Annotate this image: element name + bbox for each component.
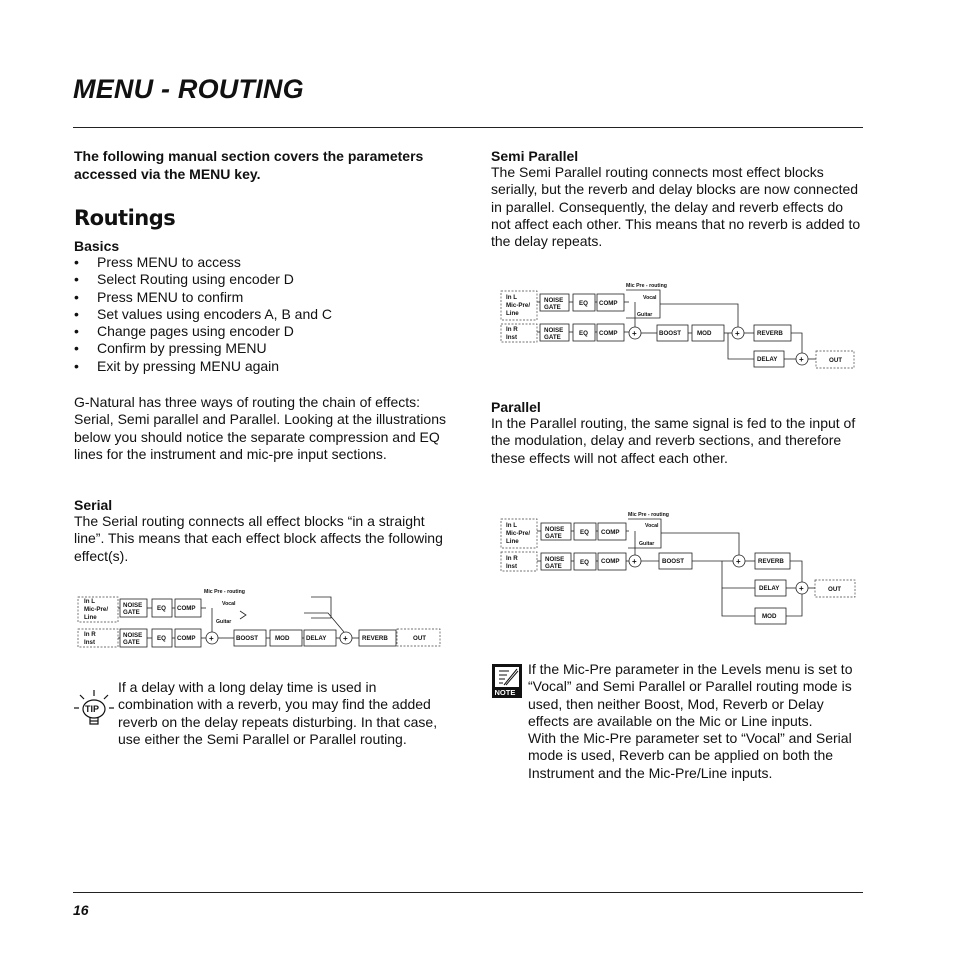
- note-text-1: If the Mic-Pre parameter in the Levels menu is set to “Vocal” and Semi Parallel or Parallel routing mode is used, then neither Boost, Mod, Reverb or Delay effects are available on the Mic or Line inputs.: [528, 661, 853, 729]
- label-in-r: In R: [506, 326, 518, 333]
- label-in-r: In R: [84, 631, 96, 638]
- label-eq: EQ: [157, 605, 166, 612]
- basics-heading: Basics: [74, 238, 120, 254]
- parallel-heading: Parallel: [491, 399, 541, 415]
- label-out: OUT: [413, 635, 427, 642]
- parallel-routing-diagram: [498, 508, 863, 630]
- label-mic-pre-line: Mic-Pre/: [84, 606, 109, 613]
- semi-parallel-text: The Semi Parallel routing connects most effect blocks serially, but the reverb and delay blocks are now connected in parallel. Consequently, the delay and reverb effects do not affect each other. This means that no reverb is added to the delay repeats.: [491, 164, 861, 250]
- label-boost: BOOST: [662, 558, 685, 565]
- label-reverb: REVERB: [757, 330, 783, 337]
- label-mod: MOD: [697, 330, 712, 337]
- serial-text: The Serial routing connects all effect blocks “in a straight line”. This means that each effect block affects the following effect(s).: [74, 513, 443, 564]
- label-in-l: In L: [506, 522, 517, 529]
- tip-label: TIP: [85, 704, 100, 714]
- basics-item: • Select Routing using encoder D: [74, 271, 454, 288]
- header-rule: [73, 127, 863, 128]
- label-boost: BOOST: [236, 635, 259, 642]
- basics-section: [74, 238, 454, 375]
- serial-routing-diagram: [74, 585, 444, 655]
- label-mic-pre-routing: Mic Pre - routing: [204, 589, 245, 595]
- basics-item: • Confirm by pressing MENU: [74, 340, 454, 357]
- basics-item: • Set values using encoders A, B and C: [74, 306, 454, 323]
- label-inst: Inst: [84, 639, 96, 646]
- label-plus: +: [735, 329, 740, 338]
- intro-text: The following manual section covers the parameters accessed via the MENU key.: [74, 148, 424, 182]
- label-gate: GATE: [544, 304, 561, 311]
- page-number: 16: [73, 902, 89, 918]
- label-gate: GATE: [545, 533, 562, 540]
- label-plus: +: [736, 557, 741, 566]
- label-eq: EQ: [579, 330, 588, 337]
- basics-item: • Change pages using encoder D: [74, 323, 454, 340]
- routings-heading: Routings: [74, 206, 176, 230]
- serial-heading: Serial: [74, 497, 113, 513]
- semi-parallel-section: [491, 148, 863, 250]
- label-mod: MOD: [275, 635, 290, 642]
- note-label: NOTE: [494, 688, 516, 697]
- note-icon: [491, 663, 523, 699]
- label-noise: NOISE: [123, 602, 143, 609]
- label-guitar: Guitar: [637, 312, 653, 318]
- semi-parallel-routing-diagram: [498, 280, 863, 375]
- label-gate: GATE: [123, 609, 140, 616]
- label-inst: Inst: [506, 334, 518, 341]
- label-guitar: Guitar: [216, 619, 232, 625]
- semi-parallel-heading: Semi Parallel: [491, 148, 579, 164]
- label-out: OUT: [828, 586, 842, 593]
- label-in-r: In R: [506, 555, 518, 562]
- label-inst: Inst: [506, 563, 518, 570]
- label-out: OUT: [829, 357, 843, 364]
- label-comp: COMP: [599, 300, 618, 307]
- parallel-section: [491, 399, 863, 467]
- label-noise: NOISE: [545, 526, 565, 533]
- serial-section: [74, 497, 446, 565]
- basics-item: • Press MENU to access: [74, 254, 454, 271]
- label-plus: +: [799, 584, 804, 593]
- label-comp: COMP: [177, 605, 196, 612]
- label-noise: NOISE: [123, 632, 143, 639]
- label-plus: +: [209, 634, 214, 643]
- label-reverb: REVERB: [362, 635, 388, 642]
- label-plus: +: [343, 634, 348, 643]
- label-comp: COMP: [601, 529, 620, 536]
- label-gate: GATE: [123, 639, 140, 646]
- label-line: Line: [84, 614, 97, 621]
- label-comp: COMP: [599, 330, 618, 337]
- label-in-l: In L: [84, 598, 95, 605]
- label-plus: +: [799, 355, 804, 364]
- page-title: MENU - ROUTING: [73, 74, 304, 104]
- label-line: Line: [506, 310, 519, 317]
- parallel-text: In the Parallel routing, the same signal is fed to the input of the modulation, delay and reverb sections, and therefore these effects will not affect each other.: [491, 415, 856, 466]
- label-line: Line: [506, 538, 519, 545]
- label-in-l: In L: [506, 294, 517, 301]
- tip-text: If a delay with a long delay time is used in combination with a reverb, you may find the added reverb on the delay repeats disturbing. In that case, use either the Semi Parallel or Parallel routing.: [118, 679, 438, 747]
- label-noise: NOISE: [545, 556, 565, 563]
- tip-icon: [72, 688, 116, 732]
- label-delay: DELAY: [759, 585, 780, 592]
- label-mic-pre-line: Mic-Pre/: [506, 530, 531, 537]
- label-boost: BOOST: [659, 330, 682, 337]
- basics-item: • Exit by pressing MENU again: [74, 358, 454, 375]
- label-vocal: Vocal: [222, 601, 236, 607]
- label-gate: GATE: [545, 563, 562, 570]
- label-plus: +: [632, 557, 637, 566]
- basics-item: • Press MENU to confirm: [74, 289, 454, 306]
- basics-list: [74, 254, 454, 375]
- label-eq: EQ: [580, 529, 589, 536]
- label-mic-pre-line: Mic-Pre/: [506, 302, 531, 309]
- label-mic-pre-routing: Mic Pre - routing: [628, 512, 669, 518]
- label-eq: EQ: [580, 559, 589, 566]
- label-delay: DELAY: [306, 635, 327, 642]
- label-eq: EQ: [157, 635, 166, 642]
- footer-rule: [73, 892, 863, 893]
- label-mic-pre-routing: Mic Pre - routing: [626, 283, 667, 289]
- routing-description: G-Natural has three ways of routing the chain of effects: Serial, Semi parallel and Parallel. Looking at the illustrations below you should notice the separate compression and EQ lines for the instrument and mic-pre input sections.: [74, 394, 446, 462]
- label-delay: DELAY: [757, 356, 778, 363]
- note-text-2: With the Mic-Pre parameter set to “Vocal” and Serial mode is used, Reverb can be applied on both the Instrument and the Mic-Pre/Line inputs.: [528, 730, 852, 781]
- label-comp: COMP: [177, 635, 196, 642]
- label-plus: +: [632, 329, 637, 338]
- label-eq: EQ: [579, 300, 588, 307]
- label-noise: NOISE: [544, 327, 564, 334]
- label-guitar: Guitar: [639, 541, 655, 547]
- label-noise: NOISE: [544, 297, 564, 304]
- note-section: [528, 661, 863, 782]
- label-mod: MOD: [762, 613, 777, 620]
- label-comp: COMP: [601, 558, 620, 565]
- label-gate: GATE: [544, 334, 561, 341]
- label-vocal: Vocal: [645, 523, 659, 529]
- label-vocal: Vocal: [643, 295, 657, 301]
- label-reverb: REVERB: [758, 558, 784, 565]
